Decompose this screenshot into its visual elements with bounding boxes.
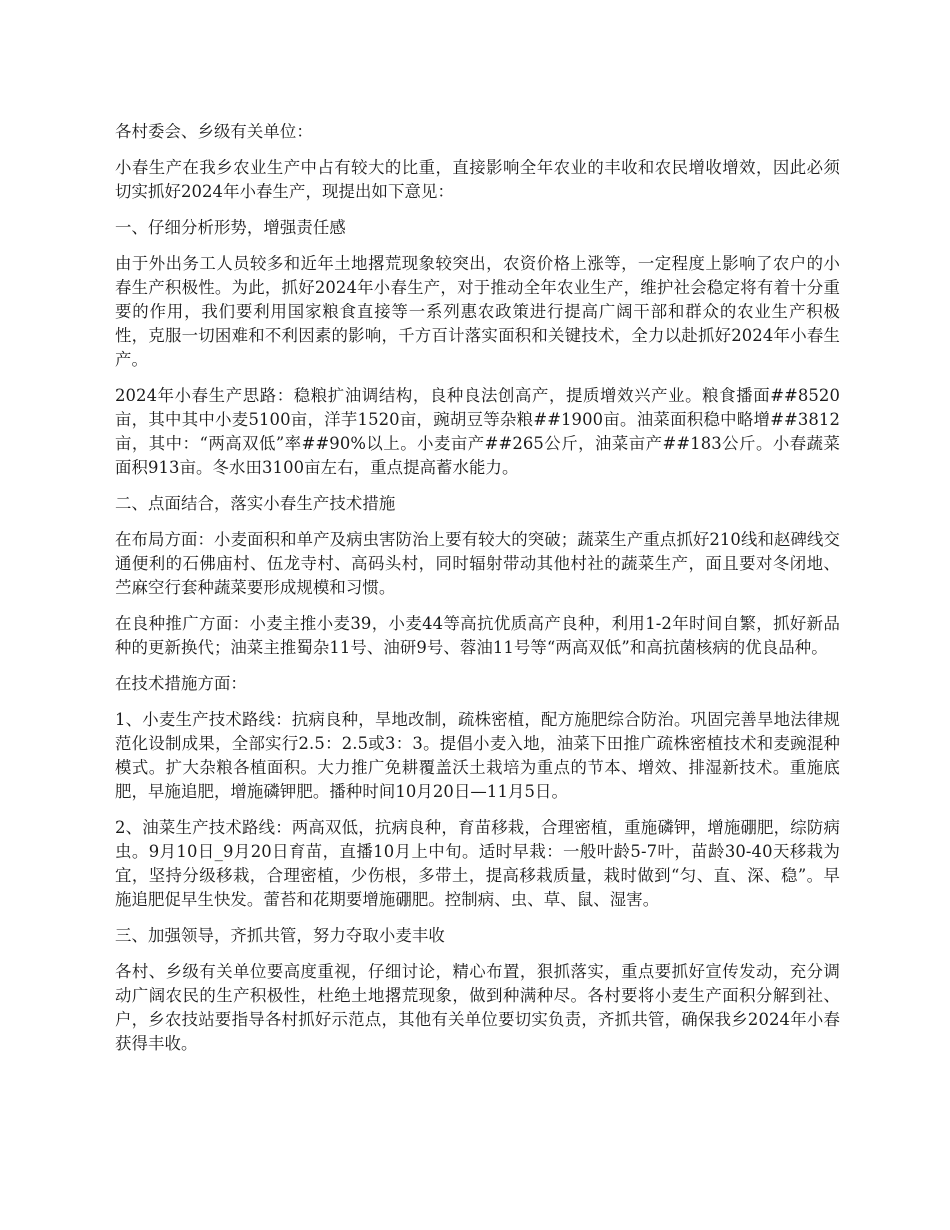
section-3-paragraph-1: 各村、乡级有关单位要高度重视，仔细讨论，精心布置，狠抓落实，重点要抓好宣传发动，充分调动广阔农民的生产积极性，杜绝土地撂荒现象，做到种满种尽。各村要将小麦生产面积分解到社、户，乡农技站要指导各村抓好示范点，其他有关单位要切实负责，齐抓共管，确保我乡2024年小春获得丰收。 [115,962,840,1053]
section-2-paragraph-rapeseed: 2、油菜生产技术路线：两高双低，抗病良种，育苗移栽，合理密植，重施磷钾，增施硼肥，综防病虫。9月10日_9月20日育苗，直播10月上中旬。适时早栽：一般叶龄5-7叶，苗龄30-40天移栽为宜，坚持分级移栽，合理密植，少伤根，多带土，提高移栽质量，栽时做到“匀、直、深、稳”。早施追肥促早生快发。蕾苔和花期要增施硼肥。控制病、虫、草、鼠、湿害。 [115,818,840,909]
section-2-paragraph-tech-intro: 在技术措施方面： [115,674,247,693]
salutation: 各村委会、乡级有关单位： [115,122,313,141]
section-2-paragraph-wheat: 1、小麦生产技术路线：抗病良种，旱地改制，疏株密植，配方施肥综合防治。巩固完善旱地法律规范化设制成果，全部实行2.5：2.5或3：3。提倡小麦入地，油菜下田推广疏株密植技术和麦豌混种模式。扩大杂粮各植面积。大力推广免耕覆盖沃土栽培为重点的节本、增效、排湿新技术。重施底肥，早施追肥，增施磷钾肥。播种时间10月20日—11月5日。 [115,710,840,801]
section-1-paragraph-2: 2024年小春生产思路：稳粮扩油调结构，良种良法创高产，提质增效兴产业。粮食播面##8520亩，其中其中小麦5100亩，洋芋1520亩，豌胡豆等杂粮##1900亩。油菜面积稳中略增##3812亩，其中：“两高双低”率##90%以上。小麦亩产##265公斤，油菜亩产##183公斤。小春蔬菜面积913亩。冬水田3100亩左右，重点提高蓄水能力。 [115,386,840,477]
section-heading-2: 二、点面结合，落实小春生产技术措施 [115,494,396,513]
document-body [115,120,840,1068]
section-heading-1: 一、仔细分析形势，增强责任感 [115,218,346,237]
section-heading-3: 三、加强领导，齐抓共管，努力夺取小麦丰收 [115,926,445,945]
intro-paragraph: 小春生产在我乡农业生产中占有较大的比重，直接影响全年农业的丰收和农民增收增效，因此必须切实抓好2024年小春生产，现提出如下意见： [115,158,840,201]
section-2-paragraph-seeds: 在良种推广方面：小麦主推小麦39，小麦44等高抗优质高产良种，利用1-2年时间自繁，抓好新品种的更新换代；油菜主推蜀杂11号、油研9号、蓉油11号等“两高双低”和高抗菌核病的优良品种。 [115,614,840,657]
section-1-paragraph-1: 由于外出务工人员较多和近年土地撂荒现象较突出，农资价格上涨等，一定程度上影响了农户的小春生产积极性。为此，抓好2024年小春生产，对于推动全年农业生产，维护社会稳定将有着十分重要的作用，我们要利用国家粮食直接等一系列惠农政策进行提高广阔干部和群众的农业生产积极性，克服一切困难和不利因素的影响，千方百计落实面积和关键技术，全力以赴抓好2024年小春生产。 [115,254,840,369]
section-2-paragraph-layout: 在布局方面：小麦面积和单产及病虫害防治上要有较大的突破；蔬菜生产重点抓好210线和赵碑线交通便利的石佛庙村、伍龙寺村、高码头村，同时辐射带动其他村社的蔬菜生产，面且要对冬闭地、苎麻空行套种蔬菜要形成规模和习惯。 [115,530,840,597]
